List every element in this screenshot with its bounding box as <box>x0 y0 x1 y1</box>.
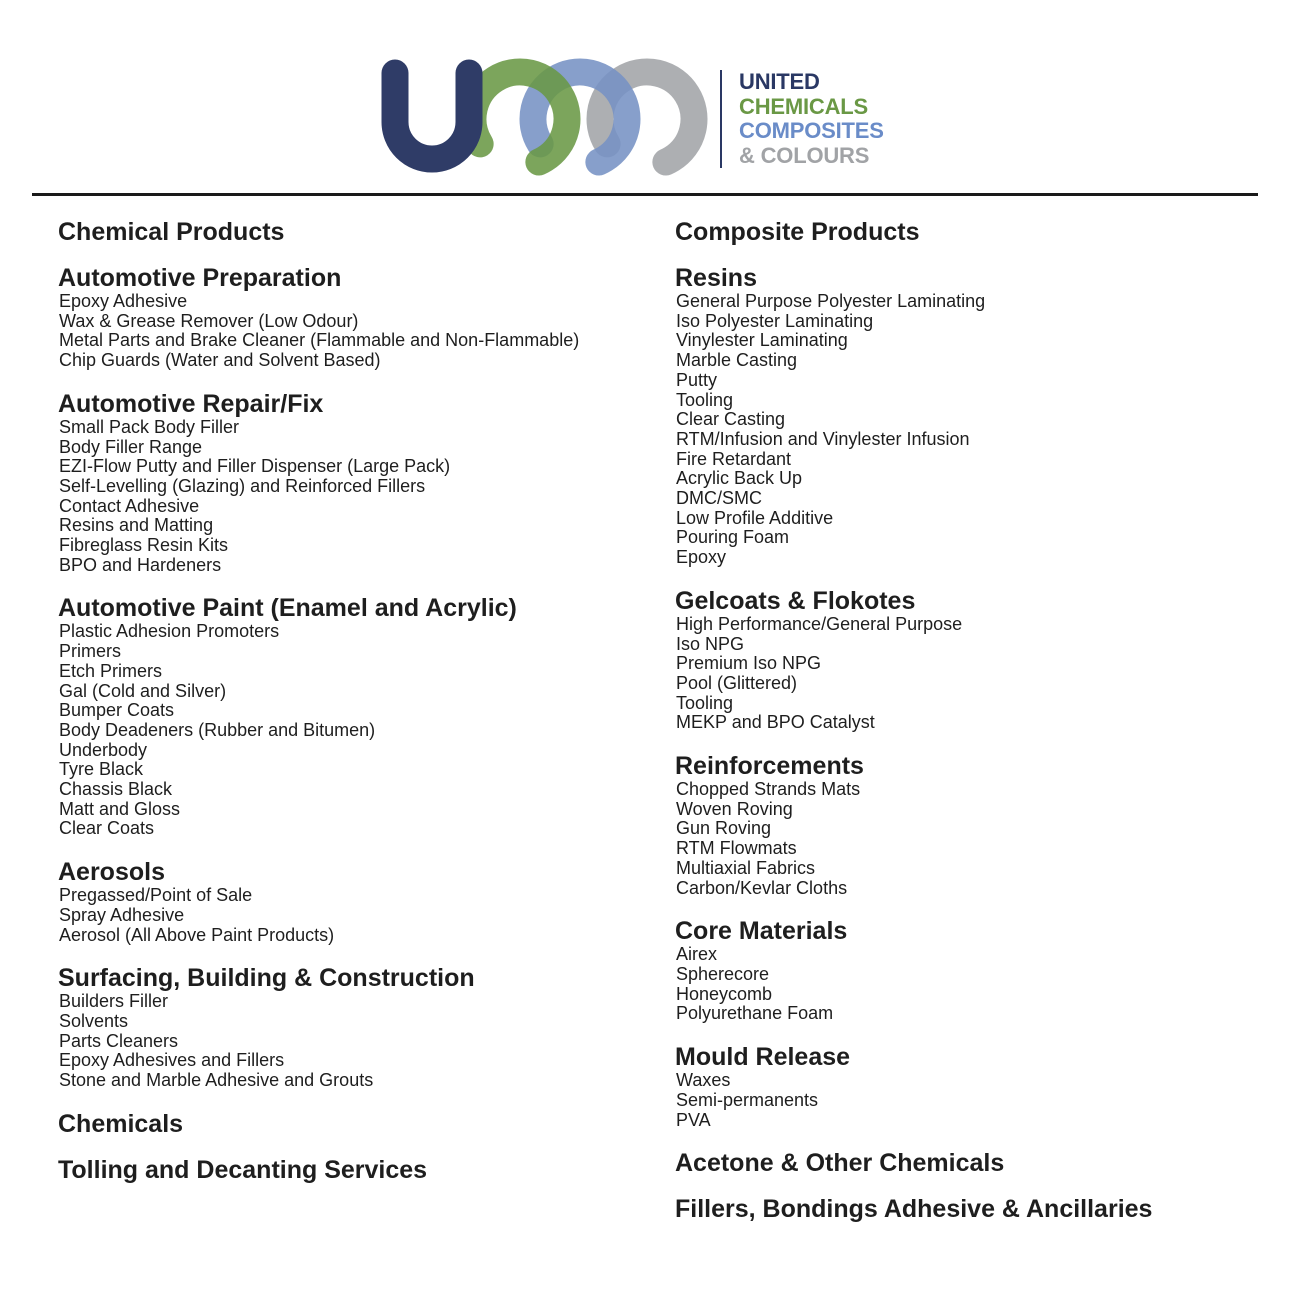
product-section <box>675 916 1152 1024</box>
section-heading: Acetone & Other Chemicals <box>675 1149 1005 1178</box>
product-item: Honeycomb <box>676 983 773 1004</box>
section-heading: Automotive Paint (Enamel and Acrylic) <box>58 594 517 623</box>
product-item: General Purpose Polyester Laminating <box>676 291 986 311</box>
section-heading: Resins <box>675 264 757 292</box>
product-list <box>676 780 1152 898</box>
logo-line-colours: & COLOURS <box>739 142 870 168</box>
section-heading: Reinforcements <box>675 752 864 781</box>
product-item: Stone and Marble Adhesive and Grouts <box>59 1070 374 1091</box>
logo-line-chemicals: CHEMICALS <box>739 93 868 119</box>
product-item: Woven Roving <box>676 798 793 819</box>
product-section <box>675 586 1152 733</box>
product-section <box>58 1155 579 1185</box>
product-section <box>675 263 1152 568</box>
logo-u-shape <box>395 73 469 159</box>
product-item: Small Pack Body Filler <box>59 416 240 437</box>
product-list <box>59 992 579 1091</box>
product-item: Bumper Coats <box>59 700 175 721</box>
product-item: Chopped Strands Mats <box>676 779 861 800</box>
column-title: Chemical Products <box>58 218 285 246</box>
product-item: PVA <box>676 1109 711 1130</box>
product-item: Epoxy Adhesive <box>59 291 188 311</box>
product-section <box>675 1194 1152 1224</box>
section-heading: Chemicals <box>58 1109 184 1138</box>
uccc-logo-mark <box>378 58 708 182</box>
section-heading: Automotive Repair/Fix <box>58 389 324 418</box>
product-item: Carbon/Kevlar Cloths <box>676 877 848 898</box>
product-item: Multiaxial Fabrics <box>676 857 816 878</box>
product-item: Builders Filler <box>59 991 169 1012</box>
logo-wordmark <box>739 70 884 168</box>
logo-line-united: UNITED <box>739 69 820 94</box>
product-item: Self-Levelling (Glazing) and Reinforced Fillers <box>59 475 426 496</box>
column-title: Composite Products <box>675 218 920 246</box>
product-item: Low Profile Additive <box>676 507 834 528</box>
product-item: Tooling <box>676 389 734 410</box>
section-heading: Aerosols <box>58 858 165 887</box>
header-rule <box>32 193 1258 196</box>
product-item: Chassis Black <box>59 779 173 800</box>
logo-divider <box>720 70 722 168</box>
section-heading: Mould Release <box>675 1043 851 1072</box>
product-item: Gun Roving <box>676 818 772 839</box>
product-item: Aerosol (All Above Paint Products) <box>59 924 335 945</box>
product-item: Pouring Foam <box>676 527 790 548</box>
product-list <box>676 1071 1152 1130</box>
product-item: Plastic Adhesion Promoters <box>59 621 280 642</box>
product-item: Clear Casting <box>676 409 786 430</box>
product-item: MEKP and BPO Catalyst <box>676 712 875 733</box>
product-item: Resins and Matting <box>59 515 214 536</box>
product-item: Matt and Gloss <box>59 798 181 819</box>
product-section <box>58 263 579 371</box>
composite-products-column <box>675 217 1152 1240</box>
product-section <box>58 963 579 1091</box>
product-list <box>676 615 1152 733</box>
product-item: Fire Retardant <box>676 448 792 469</box>
product-item: Parts Cleaners <box>59 1030 179 1051</box>
product-section <box>675 1042 1152 1130</box>
product-item: Iso Polyester Laminating <box>676 310 874 331</box>
section-heading: Surfacing, Building & Construction <box>58 964 475 993</box>
product-item: Premium Iso NPG <box>676 653 822 674</box>
product-item: Acrylic Back Up <box>676 468 803 489</box>
product-item: Epoxy Adhesives and Fillers <box>59 1050 285 1071</box>
product-item: BPO and Hardeners <box>59 554 222 575</box>
product-item: High Performance/General Purpose <box>676 613 963 634</box>
product-item: Body Deadeners (Rubber and Bitumen) <box>59 719 376 740</box>
product-item: Pregassed/Point of Sale <box>59 885 253 906</box>
product-item: Metal Parts and Brake Cleaner (Flammable and Non-Flammable) <box>59 330 580 351</box>
section-heading: Fillers, Bondings Adhesive & Ancillaries <box>675 1195 1153 1224</box>
product-item: Clear Coats <box>59 818 155 839</box>
product-item: Polyurethane Foam <box>676 1003 834 1024</box>
product-item: Waxes <box>676 1070 731 1091</box>
product-item: Iso NPG <box>676 633 745 654</box>
product-section <box>58 857 579 945</box>
section-heading: Tolling and Decanting Services <box>58 1155 428 1184</box>
product-item: Gal (Cold and Silver) <box>59 680 227 701</box>
product-item: Etch Primers <box>59 660 163 681</box>
section-heading: Gelcoats & Flokotes <box>675 586 916 615</box>
product-item: Tyre Black <box>59 759 144 780</box>
product-item: Epoxy <box>676 547 727 568</box>
product-section <box>675 751 1152 898</box>
product-section <box>58 1109 579 1139</box>
product-list <box>59 622 579 839</box>
product-item: DMC/SMC <box>676 488 762 509</box>
product-list <box>59 292 579 371</box>
product-item: Marble Casting <box>676 350 798 371</box>
product-item: Underbody <box>59 739 148 760</box>
product-item: Tooling <box>676 692 734 713</box>
product-list <box>59 886 579 945</box>
product-item: Wax & Grease Remover (Low Odour) <box>59 310 359 331</box>
product-list <box>59 418 579 576</box>
product-item: Putty <box>676 369 718 390</box>
product-item: Spherecore <box>676 963 770 984</box>
product-item: EZI-Flow Putty and Filler Dispenser (Large Pack) <box>59 456 451 477</box>
product-item: RTM Flowmats <box>676 838 797 859</box>
product-item: Vinylester Laminating <box>676 330 848 351</box>
chemical-products-column <box>58 217 579 1201</box>
section-heading: Automotive Preparation <box>58 264 342 292</box>
product-item: Airex <box>676 944 718 965</box>
product-item: Pool (Glittered) <box>676 672 798 693</box>
product-item: Semi-permanents <box>676 1089 819 1110</box>
product-item: RTM/Infusion and Vinylester Infusion <box>676 428 970 449</box>
product-section <box>675 1148 1152 1178</box>
product-section <box>58 593 579 839</box>
product-list <box>676 292 1152 568</box>
product-item: Contact Adhesive <box>59 495 200 516</box>
section-heading: Core Materials <box>675 917 848 946</box>
product-list <box>676 945 1152 1024</box>
logo-line-composites: COMPOSITES <box>739 118 884 143</box>
product-item: Chip Guards (Water and Solvent Based) <box>59 350 381 371</box>
product-item: Fibreglass Resin Kits <box>59 535 229 556</box>
product-item: Solvents <box>59 1010 129 1031</box>
product-item: Spray Adhesive <box>59 904 185 925</box>
product-item: Body Filler Range <box>59 436 203 457</box>
header <box>0 0 1300 196</box>
product-item: Primers <box>59 641 121 662</box>
product-section <box>58 389 579 576</box>
